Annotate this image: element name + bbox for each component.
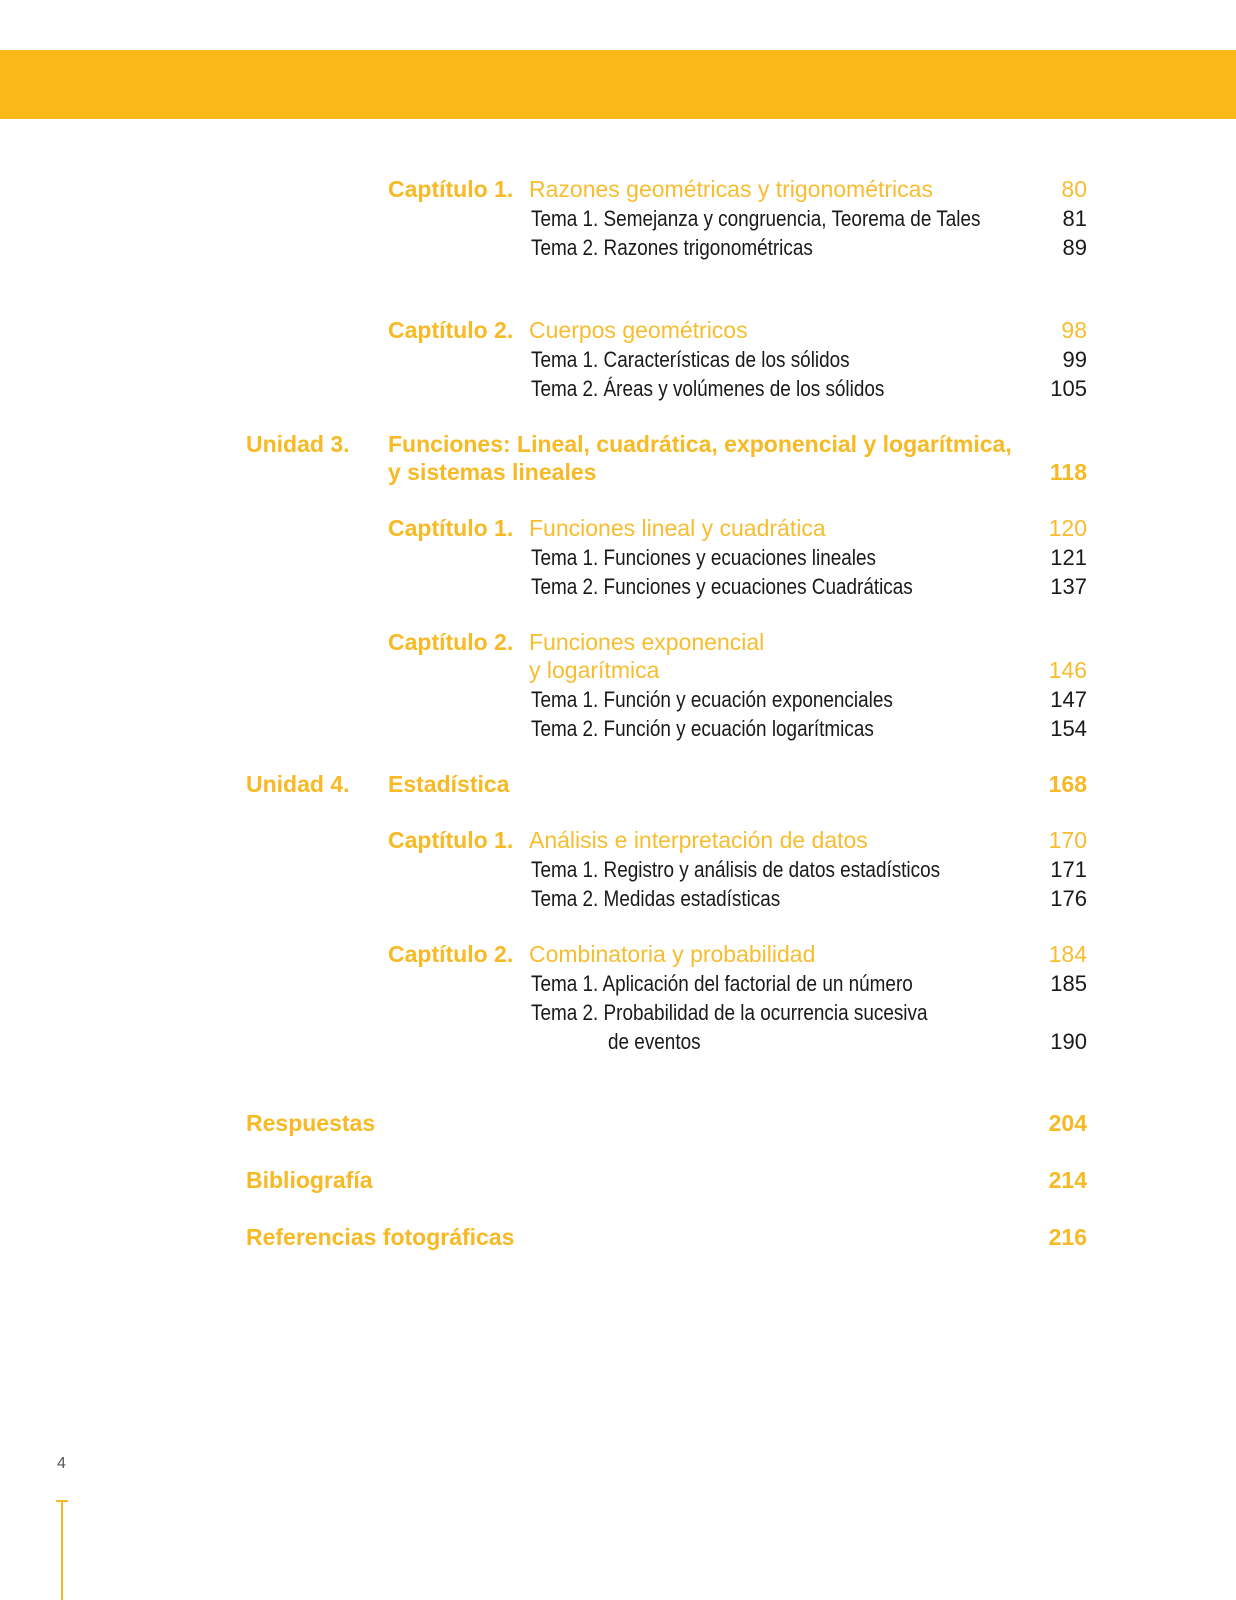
chapter-page: 98 (1061, 317, 1087, 343)
section-page: 216 (1048, 1224, 1087, 1250)
tema-entry[interactable]: Tema 2. Medidas estadísticas (531, 886, 781, 911)
chapter-title[interactable]: Funciones exponencial (529, 629, 765, 655)
chapter-title[interactable]: Razones geométricas y trigonométricas (529, 176, 933, 202)
tema-entry[interactable]: Tema 2. Probabilidad de la ocurrencia sucesiva (531, 1000, 928, 1025)
chapter-title[interactable]: Combinatoria y probabilidad (529, 941, 816, 967)
chapter-label: Captítulo 1. (388, 515, 514, 541)
tema-entry[interactable]: Tema 1. Funciones y ecuaciones lineales (531, 545, 876, 570)
tema-page: 190 (1050, 1029, 1087, 1054)
tema-entry[interactable]: Tema 1. Registro y análisis de datos estadísticos (531, 857, 941, 882)
tema-page: 171 (1050, 857, 1087, 882)
tema-page: 137 (1050, 574, 1087, 599)
chapter-page: 170 (1048, 827, 1087, 853)
chapter-title[interactable]: Cuerpos geométricos (529, 317, 748, 343)
section-title-respuestas[interactable]: Respuestas (246, 1110, 376, 1136)
chapter-page: 80 (1061, 176, 1087, 202)
section-page: 204 (1048, 1110, 1087, 1136)
chapter-label: Captítulo 1. (388, 827, 514, 853)
tema-page: 147 (1050, 687, 1087, 712)
tema-entry[interactable]: Tema 1. Semejanza y congruencia, Teorema de Tales (531, 206, 981, 231)
chapter-label: Captítulo 1. (388, 176, 514, 202)
unit-label: Unidad 4. (246, 771, 350, 797)
tema-entry[interactable]: Tema 1. Función y ecuación exponenciales (531, 687, 893, 712)
unit-title[interactable]: Funciones: Lineal, cuadrática, exponencial y logarítmica, (388, 431, 1012, 457)
unit-title-cont[interactable]: y sistemas lineales (388, 459, 597, 485)
tema-page: 176 (1050, 886, 1087, 911)
tema-page: 121 (1050, 545, 1087, 570)
tema-page: 105 (1050, 376, 1087, 401)
tema-entry[interactable]: Tema 2. Razones trigonométricas (531, 235, 813, 260)
tema-page: 185 (1050, 971, 1087, 996)
chapter-page: 184 (1048, 941, 1087, 967)
unit-title[interactable]: Estadística (388, 771, 510, 797)
tema-page: 99 (1062, 347, 1087, 372)
tema-entry[interactable]: Tema 2. Áreas y volúmenes de los sólidos (531, 376, 885, 401)
chapter-page: 146 (1048, 657, 1087, 683)
chapter-label: Captítulo 2. (388, 317, 514, 343)
unit-page: 118 (1049, 459, 1087, 485)
footer-rule (61, 1500, 63, 1600)
chapter-label: Captítulo 2. (388, 941, 514, 967)
chapter-label: Captítulo 2. (388, 629, 514, 655)
tema-page: 89 (1062, 235, 1087, 260)
section-page: 214 (1048, 1167, 1087, 1193)
chapter-page: 120 (1048, 515, 1087, 541)
chapter-title-cont[interactable]: y logarítmica (529, 657, 660, 683)
tema-page: 81 (1062, 206, 1087, 231)
tema-entry-cont[interactable]: de eventos (608, 1029, 701, 1054)
unit-label: Unidad 3. (246, 431, 350, 457)
tema-page: 154 (1050, 716, 1087, 741)
tema-entry[interactable]: Tema 1. Aplicación del factorial de un número (531, 971, 913, 996)
chapter-title[interactable]: Funciones lineal y cuadrática (529, 515, 826, 541)
header-band (0, 50, 1236, 119)
tema-entry[interactable]: Tema 2. Función y ecuación logarítmicas (531, 716, 874, 741)
page-number: 4 (57, 1455, 66, 1472)
unit-page: 168 (1048, 771, 1087, 797)
tema-entry[interactable]: Tema 2. Funciones y ecuaciones Cuadráticas (531, 574, 913, 599)
section-title-bibliografia[interactable]: Bibliografía (246, 1167, 373, 1193)
chapter-title[interactable]: Análisis e interpretación de datos (529, 827, 868, 853)
section-title-referencias[interactable]: Referencias fotográficas (246, 1224, 515, 1250)
tema-entry[interactable]: Tema 1. Características de los sólidos (531, 347, 850, 372)
